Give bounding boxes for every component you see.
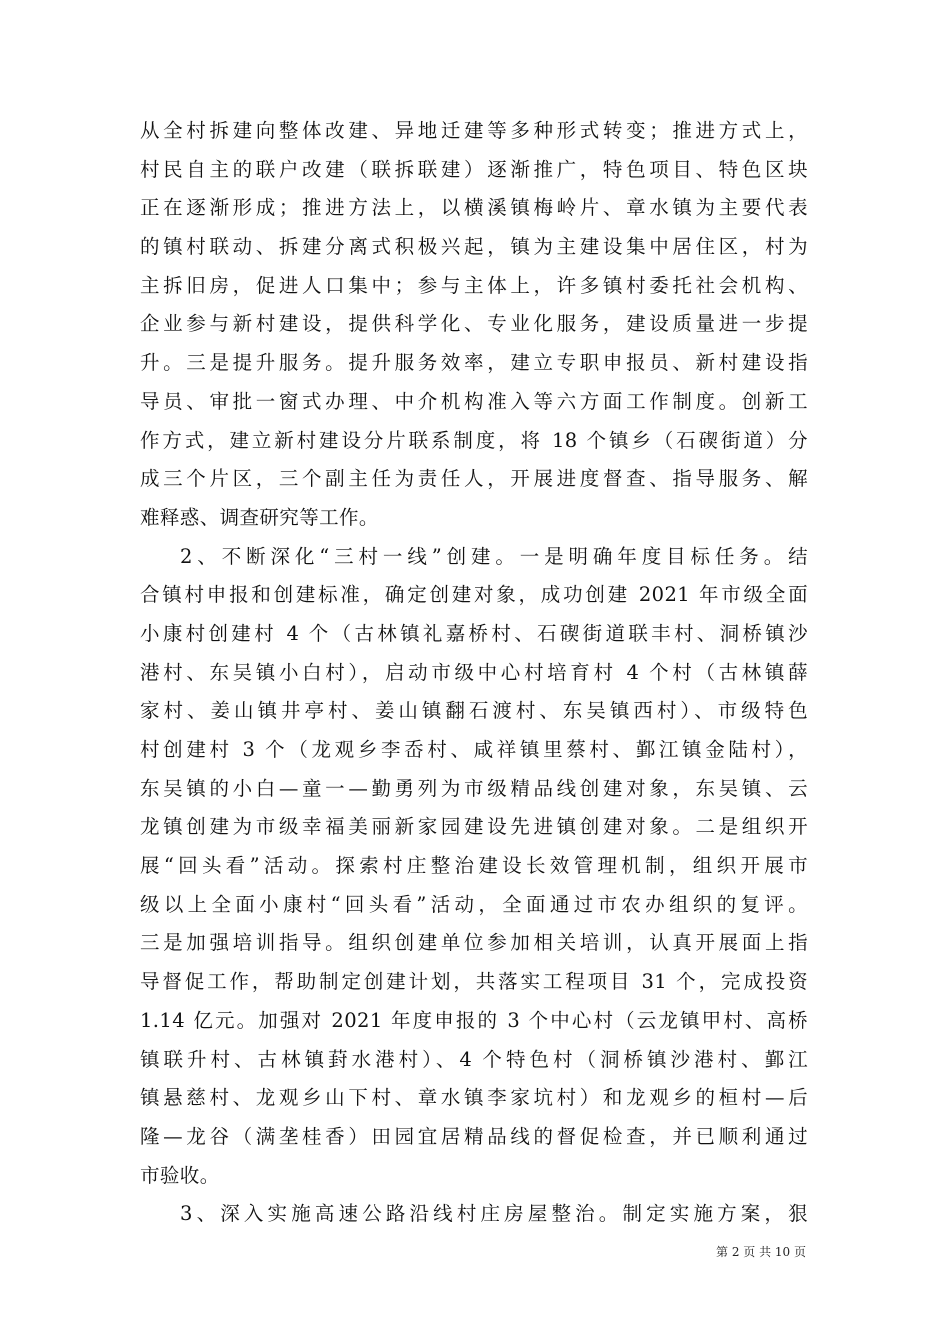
text-line: 村民自主的联户改建（联拆联建）逐渐推广，特色项目、特色区块 <box>140 157 808 181</box>
text-line: 导督促工作，帮助制定创建计划，共落实工程项目 31 个，完成投资 <box>140 970 808 994</box>
text-line: 镇联升村、古林镇葑水港村）、4 个特色村（洞桥镇沙港村、鄞江 <box>140 1047 808 1071</box>
text-line: 三是加强培训指导。组织创建单位参加相关培训，认真开展面上指 <box>140 931 808 955</box>
text-line: 升。三是提升服务。提升服务效率，建立专职申报员、新村建设指 <box>140 351 808 375</box>
text-line: 导员、审批一窗式办理、中介机构准入等六方面工作制度。创新工 <box>140 389 808 413</box>
text-line: 成三个片区，三个副主任为责任人，开展进度督查、指导服务、解 <box>140 467 808 491</box>
text-line: 东吴镇的小白—童一—勤勇列为市级精品线创建对象，东吴镇、云 <box>140 776 808 800</box>
text-line: 正在逐渐形成；推进方法上，以横溪镇梅岭片、章水镇为主要代表 <box>140 196 808 220</box>
text-line: 村创建村 3 个（龙观乡李岙村、咸祥镇里蔡村、鄞江镇金陆村）， <box>140 738 808 761</box>
text-line: 展“回头看”活动。探索村庄整治建设长效管理机制，组织开展市 <box>140 854 808 878</box>
paragraph-2-start: 2、不断深化“三村一线”创建。一是明确年度目标任务。结 <box>180 544 808 568</box>
text-line: 企业参与新村建设，提供科学化、专业化服务，建设质量进一步提 <box>140 312 808 336</box>
paragraph-3-start: 3、深入实施高速公路沿线村庄房屋整治。制定实施方案，狠 <box>180 1202 808 1226</box>
text-line: 1.14 亿元。加强对 2021 年度申报的 3 个中心村（云龙镇甲村、高桥 <box>140 1008 808 1032</box>
text-line: 隆—龙谷（满垄桂香）田园宜居精品线的督促检查，并已顺利通过 <box>140 1124 808 1148</box>
body-text <box>140 112 808 1234</box>
text-line: 市验收。 <box>140 1163 220 1187</box>
text-line: 镇悬慈村、龙观乡山下村、章水镇李家坑村）和龙观乡的桓村—后 <box>140 1086 808 1110</box>
text-line: 难释惑、调查研究等工作。 <box>140 505 379 529</box>
page-number-footer: 第 2 页 共 10 页 <box>716 1245 806 1259</box>
text-line: 从全村拆建向整体改建、异地迁建等多种形式转变；推进方式上， <box>140 119 808 142</box>
text-line: 的镇村联动、拆建分离式积极兴起，镇为主建设集中居住区，村为 <box>140 235 808 259</box>
text-line: 主拆旧房，促进人口集中；参与主体上，许多镇村委托社会机构、 <box>140 273 808 297</box>
text-line: 港村、东吴镇小白村），启动市级中心村培育村 4 个村（古林镇薛 <box>140 660 808 684</box>
text-line: 家村、姜山镇井亭村、姜山镇翻石渡村、东吴镇西村）、市级特色 <box>140 699 808 723</box>
text-line: 作方式，建立新村建设分片联系制度，将 18 个镇乡（石碶街道）分 <box>140 428 808 452</box>
text-line: 小康村创建村 4 个（古林镇礼嘉桥村、石碶街道联丰村、洞桥镇沙 <box>140 621 808 645</box>
text-line: 合镇村申报和创建标准，确定创建对象，成功创建 2021 年市级全面 <box>140 583 808 607</box>
text-line: 级以上全面小康村“回头看”活动，全面通过市农办组织的复评。 <box>140 892 808 916</box>
text-line: 龙镇创建为市级幸福美丽新家园建设先进镇创建对象。二是组织开 <box>140 815 808 839</box>
